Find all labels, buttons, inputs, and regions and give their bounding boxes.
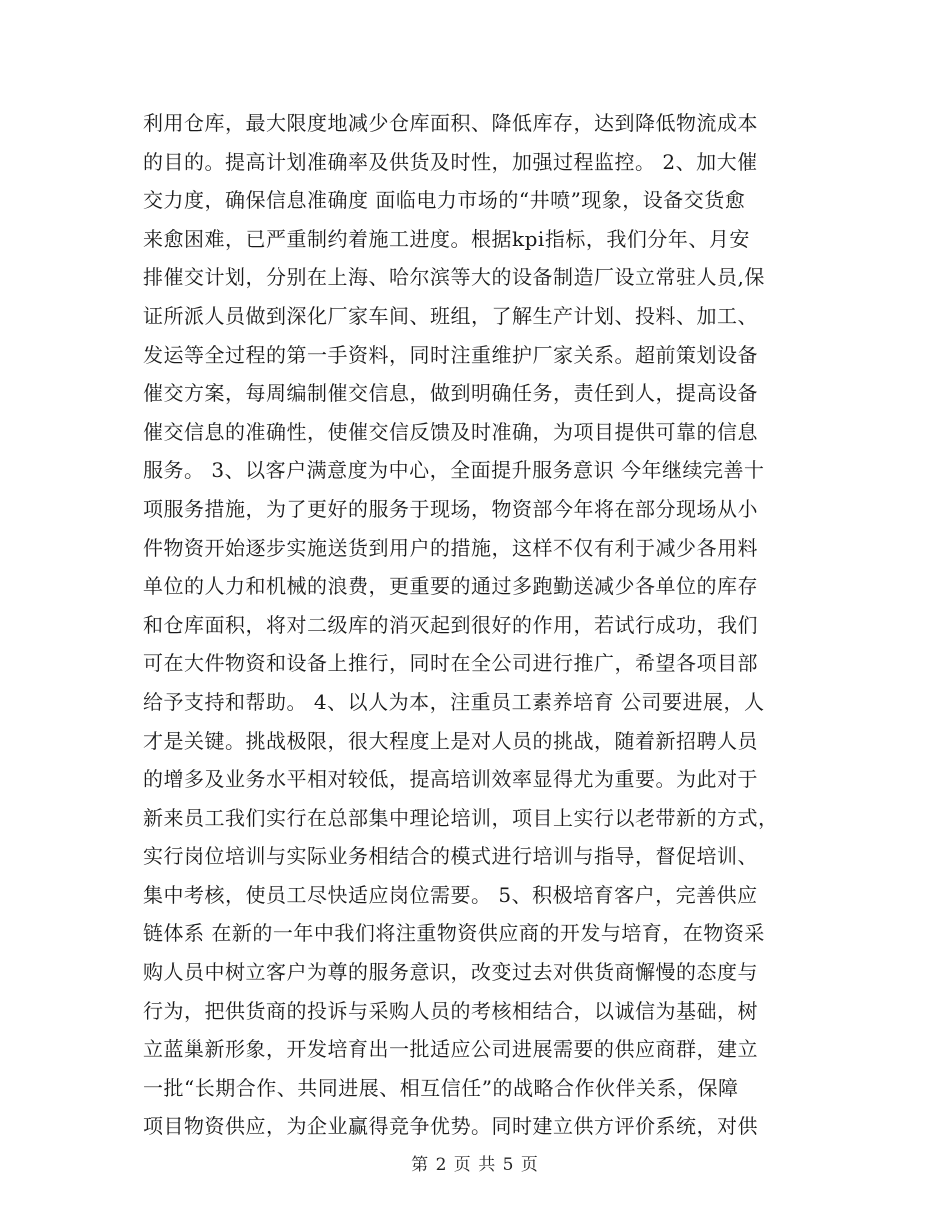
text-line: 才是关键。挑战极限，很大程度上是对人员的挑战，随着新招聘人员 (143, 728, 758, 753)
text-line: 集中考核，使员工尽快适应岗位需要。 5、积极培育客户，完善供应 (143, 882, 758, 907)
text-line: 催交方案，每周编制催交信息，做到明确任务，责任到人，提高设备 (143, 381, 758, 406)
text-line: 项服务措施，为了更好的服务于现场，物资部今年将在部分现场从小 (143, 496, 758, 521)
text-line: 服务。 3、以客户满意度为中心，全面提升服务意识 今年继续完善十 (143, 458, 765, 483)
text-line: 和仓库面积，将对二级库的消灭起到很好的作用，若试行成功，我们 (143, 612, 758, 637)
text-line: 的增多及业务水平相对较低，提高培训效率显得尤为重要。为此对于 (143, 767, 758, 792)
body-text (143, 104, 813, 1146)
text-line: 的目的。提高计划准确率及供货及时性，加强过程监控。 2、加大催 (143, 149, 758, 174)
text-line: 链体系 在新的一年中我们将注重物资供应商的开发与培育，在物资采 (143, 921, 765, 946)
text-line: 来愈困难，已严重制约着施工进度。根据kpi指标，我们分年、月安 (143, 226, 750, 251)
text-line: 给予支持和帮助。 4、以人为本，注重员工素养培育 公司要进展，人 (143, 689, 765, 714)
text-line: 发运等全过程的第一手资料，同时注重维护厂家关系。超前策划设备 (143, 342, 758, 367)
text-line: 排催交计划，分别在上海、哈尔滨等大的设备制造厂设立常驻人员,保 (143, 265, 765, 290)
text-line: 立蓝巢新形象，开发培育出一批适应公司进展需要的供应商群，建立 (143, 1037, 758, 1062)
text-line: 购人员中树立客户为尊的服务意识，改变过去对供货商懈慢的态度与 (143, 960, 758, 985)
text-line: 件物资开始逐步实施送货到用户的措施，这样不仅有利于减少各用料 (143, 535, 758, 560)
text-line: 实行岗位培训与实际业务相结合的模式进行培训与指导，督促培训、 (143, 844, 758, 869)
text-line: 项目物资供应，为企业赢得竞争优势。同时建立供方评价系统，对供 (143, 1114, 758, 1139)
text-line: 证所派人员做到深化厂家车间、班组，了解生产计划、投料、加工、 (143, 303, 758, 328)
page-number-footer: 第 2 页 共 5 页 (411, 1155, 539, 1175)
text-line: 一批“长期合作、共同进展、相互信任”的战略合作伙伴关系，保障 (143, 1075, 739, 1100)
text-line: 行为，把供货商的投诉与采购人员的考核相结合，以诚信为基础，树 (143, 998, 758, 1023)
text-line: 催交信息的准确性，使催交信反馈及时准确，为项目提供可靠的信息 (143, 419, 758, 444)
text-line: 利用仓库，最大限度地减少仓库面积、降低库存，达到降低物流成本 (143, 111, 758, 135)
text-line: 可在大件物资和设备上推行，同时在全公司进行推广，希望各项目部 (143, 651, 758, 676)
text-line: 新来员工我们实行在总部集中理论培训，项目上实行以老带新的方式， (143, 805, 779, 830)
text-line: 单位的人力和机械的浪费，更重要的通过多跑勤送减少各单位的库存 (143, 574, 758, 599)
text-line: 交力度，确保信息准确度 面临电力市场的“井喷”现象，设备交货愈 (143, 188, 746, 213)
